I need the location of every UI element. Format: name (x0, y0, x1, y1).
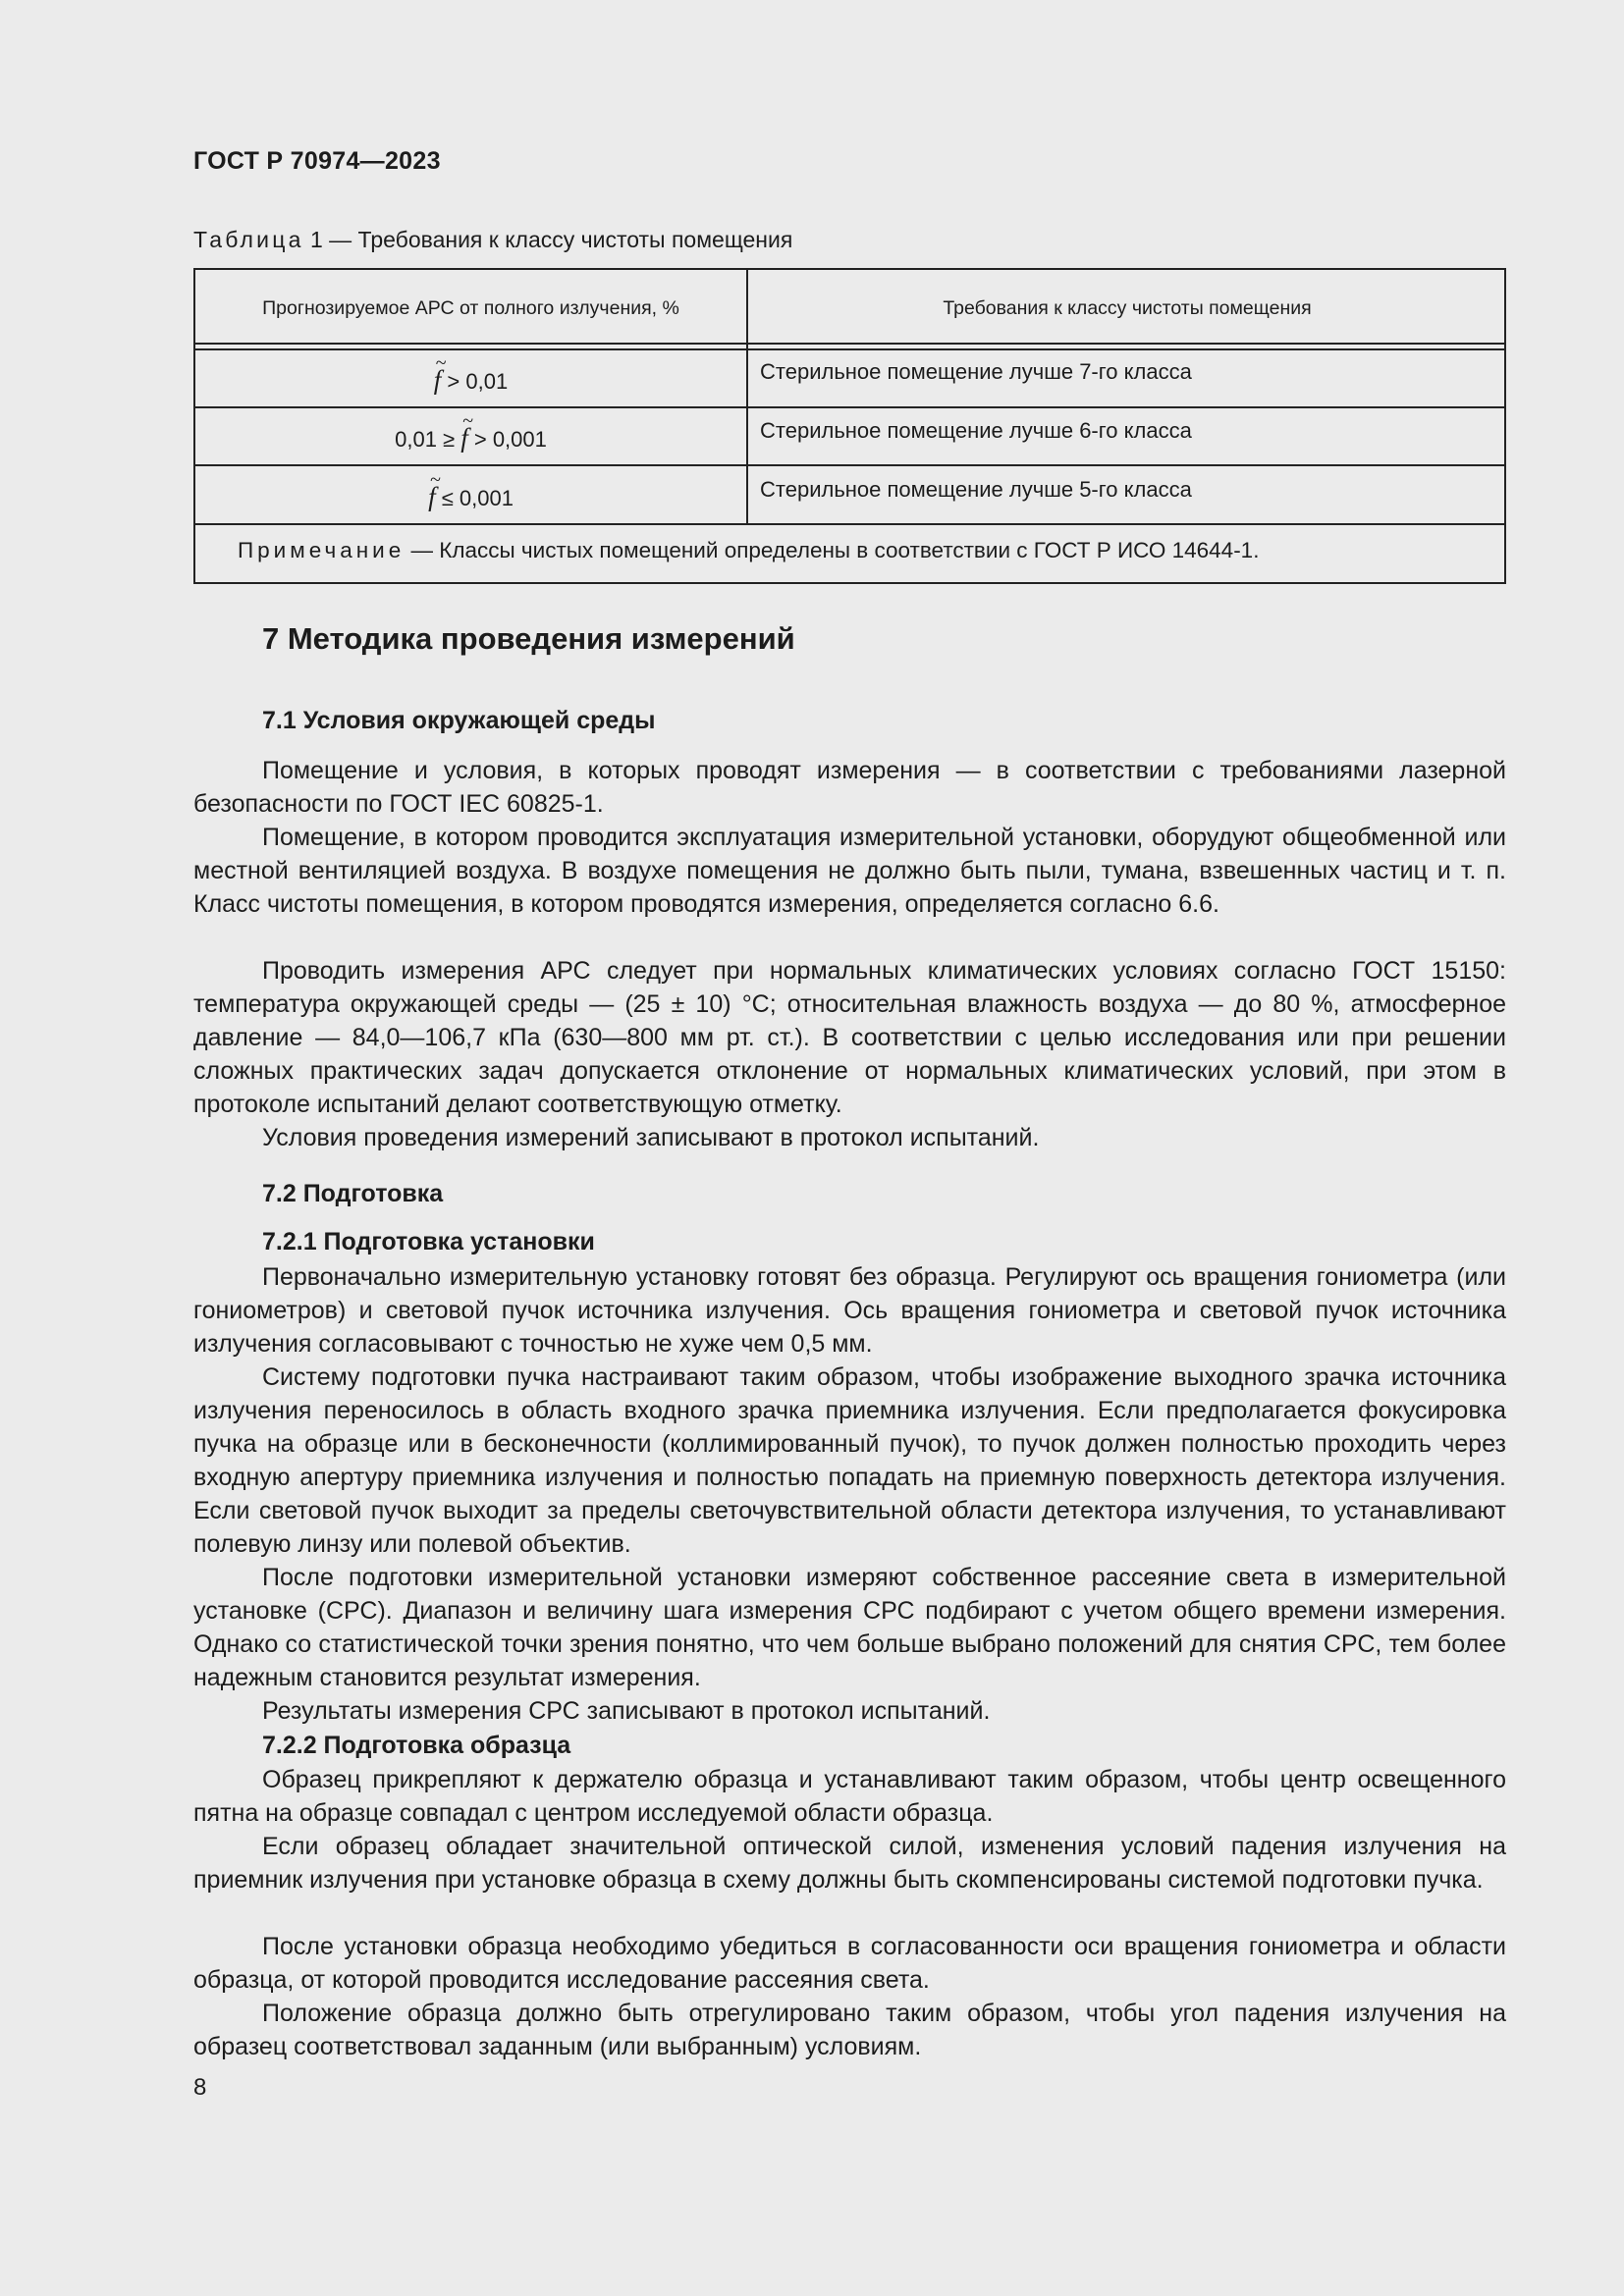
table-row-2-requirement: Стерильное помещение лучше 6-го класса (760, 418, 1192, 443)
page-number: 8 (193, 2074, 207, 2101)
paragraph: Проводить измерения АРС следует при нормальных климатических условиях согласно ГОСТ 15150: температура окружающей среды — (25 ± 10) °С; относительная влажность воздуха — до 80 %, атмосферное давление — 84,0—106,7 кПа (630—800 мм рт. ст.). В соответствии с целью исследования или при решении сложных практических задач допускается отклонение от нормальных климатических условий, при этом в протоколе испытаний делают соответствующую отметку. (193, 957, 1506, 1118)
section-7-2-2-title: 7.2.2 Подготовка образца (262, 1732, 571, 1759)
column-header-forecast: Прогнозируемое АРС от полного излучения, % (262, 297, 679, 319)
table-caption (193, 227, 792, 253)
paragraph: Образец прикрепляют к держателю образца и устанавливают таким образом, чтобы центр освещенного пятна на образце совпадал с центром исследуемой области образца. (193, 1766, 1506, 1827)
section-7-2-1-title: 7.2.1 Подготовка установки (262, 1228, 595, 1255)
paragraph: Условия проведения измерений записывают в протокол испытаний. (262, 1124, 1040, 1151)
table-caption-text: — Требования к классу чистоты помещения (329, 227, 793, 252)
paragraph: Помещение, в котором проводится эксплуатация измерительной установки, оборудуют общеобменной или местной вентиляцией воздуха. В воздухе помещения не должно быть пыли, тумана, взвешенных частиц и т. п. Класс чистоты помещения, в котором проводятся измерения, определяется согласно 6.6. (193, 824, 1506, 918)
paragraph: Если образец обладает значительной оптической силой, изменения условий падения излучения на приемник излучения при установке образца в схему должны быть скомпенсированы системой подготовки пучка. (193, 1833, 1506, 1894)
table-caption-label: Таблица (193, 227, 304, 252)
table-row-1-requirement: Стерильное помещение лучше 7-го класса (760, 359, 1192, 384)
document-code: ГОСТ Р 70974—2023 (193, 147, 441, 175)
table-note (195, 523, 1504, 584)
table-caption-number: 1 (309, 227, 323, 252)
paragraph: После установки образца необходимо убедиться в согласованности оси вращения гониометра и области образца, от которой проводится исследование рассеяния света. (193, 1933, 1506, 1994)
column-header-requirements: Требования к классу чистоты помещения (943, 297, 1312, 319)
paragraph: Первоначально измерительную установку готовят без образца. Регулируют ось вращения гониометра (или гониометров) и световой пучок источника излучения. Ось вращения гониометра и световой пучок источника излучения согласовывают с точностью не хуже чем 0,5 мм. (193, 1263, 1506, 1358)
cleanliness-requirements-table (193, 268, 1506, 584)
f-tilde-symbol: ~ f (433, 352, 447, 395)
header-divider (195, 343, 1504, 345)
table-row-1-condition: ~ f > 0,01 (195, 364, 746, 398)
paragraph: После подготовки измерительной установки измеряют собственное рассеяние света в измерительной установке (СРС). Диапазон и величину шага измерения СРС подбирают с учетом общего времени измерения. Однако со статистической точки зрения понятно, что чем больше выбрано положений для снятия СРС, тем более надежным становится результат измерения. (193, 1564, 1506, 1691)
row-divider (195, 406, 1504, 408)
section-7-1-title: 7.1 Условия окружающей среды (262, 707, 656, 734)
header-divider-double (195, 348, 1504, 350)
note-text: — Классы чистых помещений определены в соответствии с ГОСТ Р ИСО 14644-1. (405, 538, 1260, 562)
f-tilde-symbol: ~ f (428, 469, 441, 511)
table-row-2-condition: 0,01 ≥ ~ f > 0,001 (195, 422, 746, 455)
table-row-3-condition: ~ f ≤ 0,001 (195, 481, 746, 514)
table-row-3-requirement: Стерильное помещение лучше 5-го класса (760, 477, 1192, 502)
paragraph: Систему подготовки пучка настраивают таким образом, чтобы изображение выходного зрачка источника излучения переносилось в область входного зрачка приемника излучения. Если предполагается фокусировка пучка на образце или в бесконечности (коллимированный пучок), то пучок должен полностью проходить через входную апертуру приемника излучения и полностью попадать на приемную поверхность детектора излучения. Если световой пучок выходит за пределы светочувствительной области детектора излучения, то устанавливают полевую линзу или полевой объектив. (193, 1363, 1506, 1558)
section-7-title: 7 Методика проведения измерений (262, 621, 795, 656)
note-label: Примечание (238, 538, 406, 562)
paragraph: Помещение и условия, в которых проводят измерения — в соответствии с требованиями лазерной безопасности по ГОСТ IEC 60825-1. (193, 757, 1506, 818)
paragraph: Положение образца должно быть отрегулировано таким образом, чтобы угол падения излучения на образец соответствовал заданным (или выбранным) условиям. (193, 2000, 1506, 2060)
f-tilde-symbol: ~ f (460, 410, 474, 453)
paragraph: Результаты измерения СРС записывают в протокол испытаний. (262, 1697, 991, 1725)
row-divider (195, 464, 1504, 466)
section-7-2-title: 7.2 Подготовка (262, 1180, 444, 1207)
